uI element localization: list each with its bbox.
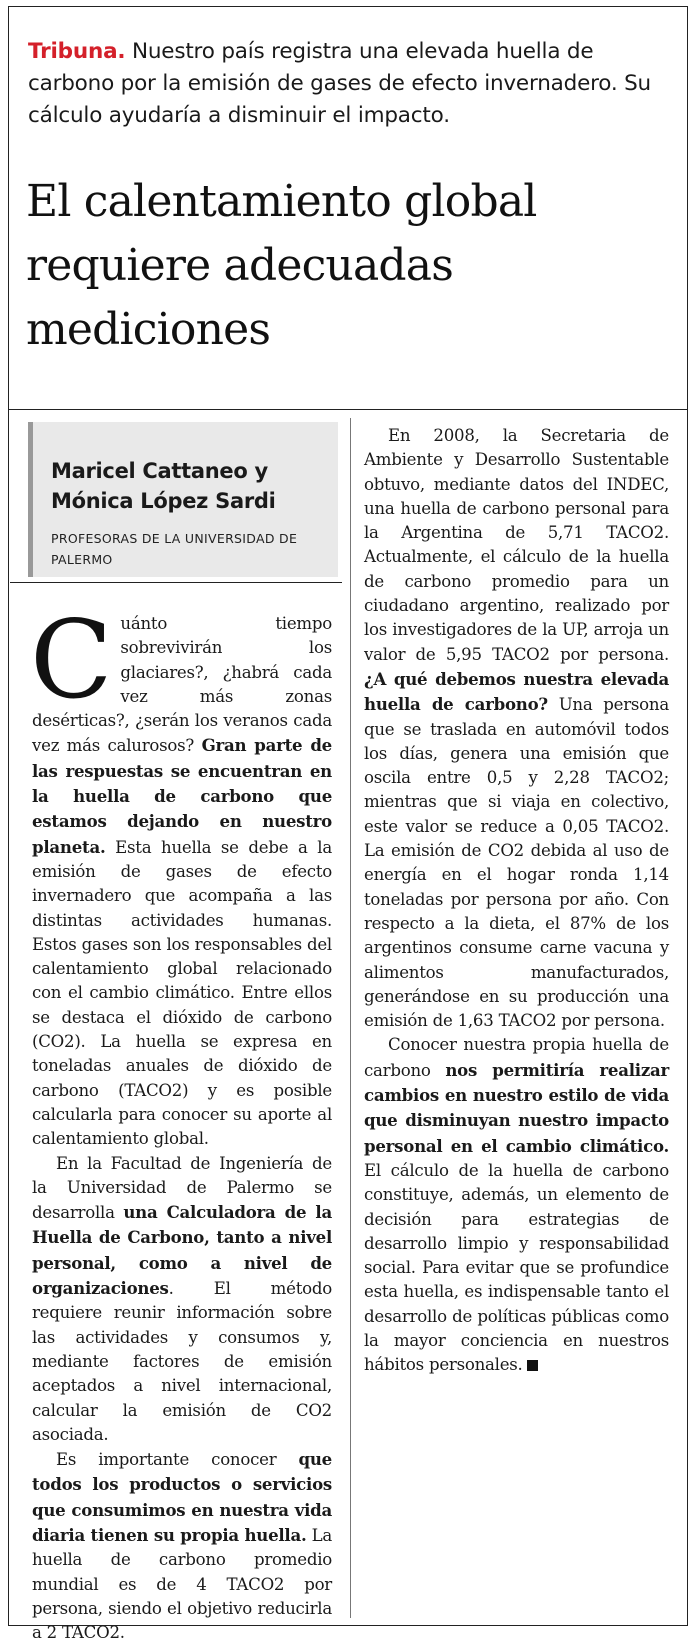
headline: El calentamiento global requiere adecuadas mediciones (26, 176, 537, 355)
text-run: Una persona que se traslada en automóvil todos los días, genera una emisión que oscila entre 0,5 y 2,28 TACO2; mientras que si viaja en colectivo, este valor se reduce a 0,05 TACO2. La emisión de CO2 debida al uso de energía en el hogar ronda 1,14 toneladas por persona por año. Con respecto a la dieta, el 87% de los argentinos consume carne vacuna y alimentos manufacturados, generándose en su producción una emisión de 1,63 TACO2 por persona. (364, 695, 669, 1031)
paragraph (364, 1033, 669, 1377)
text-run: En la Facultad de Ingeniería de la Universidad de Palermo se desarrolla (32, 1153, 332, 1223)
bold-text: nos permitiría realizar cambios en nuestro estilo de vida que disminuyan nuestro impacto personal en el cambio climático. (364, 1059, 669, 1156)
text-run: Es importante conocer (56, 1450, 299, 1470)
text-run: Conocer nuestra propia huella de carbono (364, 1035, 669, 1080)
bold-text: que todos los productos o servicios que consumimos en nuestra vida diaria tienen su propia huella. (32, 1449, 332, 1545)
paragraph (32, 1152, 332, 1448)
text-run: . El método requiere reunir información sobre las actividades y consumos y, mediante factores de emisión aceptados a nivel internacional, calcular la emisión de CO2 asociada. (32, 1279, 332, 1444)
text-run: El cálculo de la huella de carbono constituye, además, un elemento de decisión para estrategias de desarrollo limpio y responsabilidad social. Para evitar que se profundice esta huella, es indispensable tanto el desarrollo de políticas públicas como la mayor conciencia en nuestros hábitos personales. (364, 1160, 669, 1375)
right-column (364, 424, 669, 1378)
drop-cap: C (30, 598, 113, 723)
end-mark-icon (527, 1360, 538, 1371)
text-run: En 2008, la Secretaria de Ambiente y Desarrollo Sustentable obtuvo, mediante datos del INDEC, una huella de carbono personal para la Argentina de 5,71 TACO2. Actualmente, el cálculo de la huella de carbono promedio para un ciudadano argentino, realizado por los investigadores de la UP, arroja un valor de 5,95 TACO2 por persona. (364, 426, 669, 664)
author-names: Maricel Cattaneo y Mónica López Sardi (51, 459, 276, 513)
section-rule (10, 582, 342, 583)
kicker-text: Nuestro país registra una elevada huella de carbono por la emisión de gases de efecto invernadero. Su cálculo ayudaría a disminuir el impacto. (28, 39, 651, 128)
paragraph (364, 424, 669, 1033)
paragraph (30, 598, 332, 1152)
bold-text: Gran parte de las respuestas se encuentran en la huella de carbono que estamos dejando en nuestro planeta. (32, 735, 332, 857)
left-column (30, 598, 332, 1645)
section-tag: Tribuna. (28, 39, 126, 64)
text-run: uánto tiempo sobrevivirán los glaciares?, ¿habrá cada vez más zonas desérticas?, ¿serán los veranos cada vez más calurosos? (32, 614, 332, 756)
column-divider (350, 418, 351, 1618)
author-box (28, 422, 338, 577)
paragraph (32, 1447, 332, 1645)
bold-text: ¿A qué debemos nuestra elevada huella de carbono? (364, 668, 669, 715)
text-run: Esta huella se debe a la emisión de gases de efecto invernadero que acompaña a las distintas actividades humanas. Estos gases son los responsables del calentamiento global relacionado con el cambio climático. Entre ellos se destaca el dióxido de carbono (CO2). La huella se expresa en toneladas anuales de dióxido de carbono (TACO2) y es posible calcularla para conocer su aporte al calentamiento global. (32, 837, 332, 1149)
text-run: La huella de carbono promedio mundial es de 4 TACO2 por persona, siendo el objetivo reducirla a 2 TACO2. (32, 1525, 332, 1643)
kicker (28, 36, 678, 132)
author-role: PROFESORAS DE LA UNIVERSIDAD DE PALERMO (51, 531, 298, 567)
bold-text: una Calculadora de la Huella de Carbono, tanto a nivel personal, como a nivel de organizaciones (32, 1202, 332, 1299)
